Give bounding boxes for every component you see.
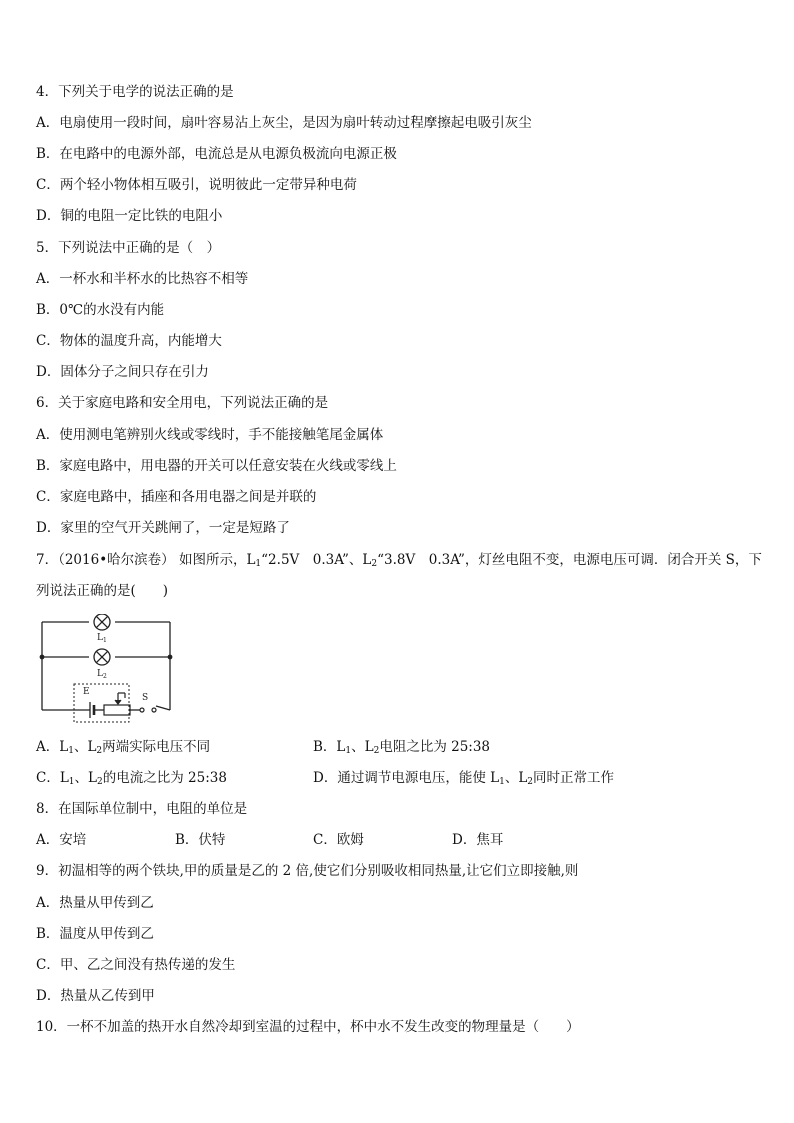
q8-stem: 8．在国际单位制中，电阻的单位是: [36, 801, 248, 817]
q4-option-a: A．电扇使用一段时间，扇叶容易沾上灰尘，是因为扇叶转动过程摩擦起电吸引灰尘: [36, 115, 532, 131]
q7-stem-line1: 7．（2016•哈尔滨卷） 如图所示，$L_1“2.5V$ 0.3A”、$L_2“3.8V$ 0.3A”，灯丝电阻不变，电源电压可调．闭合开关 S，下: [36, 552, 762, 569]
q9-option-b: B．温度从甲传到乙: [36, 926, 154, 942]
circuit-diagram: [32, 614, 182, 726]
q8-option-a: A．安培: [36, 832, 87, 848]
junction-dot: [40, 655, 45, 660]
label-s: S: [142, 693, 149, 703]
q6-option-b: B．家庭电路中，用电器的开关可以任意安装在火线或零线上: [36, 458, 397, 474]
label-e: E: [83, 687, 90, 697]
q8-option-d: D．焦耳: [452, 832, 504, 848]
q5-option-d: D．固体分子之间只存在引力: [36, 364, 209, 380]
battery-icon: [90, 702, 94, 718]
q4-option-d: D．铜的电阻一定比铁的电阻小: [36, 208, 223, 224]
q7-option-b: B．$L_1$、$L_2$电阻之比为 25:38: [313, 739, 491, 756]
q10-stem: 10．一杯不加盖的热开水自然冷却到室温的过程中，杯中水不发生改变的物理量是（ ）: [36, 1019, 580, 1035]
q7-stem-line2: 列说法正确的是( ): [36, 583, 169, 599]
q9-option-a: A．热量从甲传到乙: [36, 895, 154, 911]
q5-stem: 5．下列说法中正确的是（ ）: [36, 240, 221, 256]
rheostat-icon: [104, 693, 130, 715]
q8-option-b: B．伏特: [175, 832, 226, 848]
q7-option-d: D．通过调节电源电压，能使 $L_1$、$L_2$同时正常工作: [313, 770, 615, 787]
switch-icon: [140, 708, 156, 712]
label-l1: $L_1$: [97, 633, 107, 644]
label-l2: $L_2$: [97, 669, 107, 680]
q4-option-c: C．两个轻小物体相互吸引，说明彼此一定带异种电荷: [36, 177, 357, 193]
q5-option-c: C．物体的温度升高，内能增大: [36, 333, 222, 349]
q8-option-c: C．欧姆: [313, 832, 364, 848]
q9-option-d: D．热量从乙传到甲: [36, 988, 155, 1004]
q5-option-b: B．0℃的水没有内能: [36, 302, 165, 318]
q4-option-b: B．在电路中的电源外部，电流总是从电源负极流向电源正极: [36, 146, 397, 162]
lamp-l1-icon: [94, 614, 110, 630]
q6-option-d: D．家里的空气开关跳闸了，一定是短路了: [36, 520, 290, 536]
q7-option-a: A．$L_1$、$L_2$两端实际电压不同: [36, 739, 211, 756]
lamp-l2-icon: [94, 649, 110, 665]
q6-option-c: C．家庭电路中，插座和各用电器之间是并联的: [36, 489, 317, 505]
q9-option-c: C．甲、乙之间没有热传递的发生: [36, 957, 236, 973]
q6-stem: 6．关于家庭电路和安全用电，下列说法正确的是: [36, 395, 329, 411]
q9-stem: 9．初温相等的两个铁块,甲的质量是乙的 2 倍,使它们分别吸收相同热量,让它们立即接触,则: [36, 863, 579, 879]
junction-dot: [168, 655, 173, 660]
q6-option-a: A．使用测电笔辨别火线或零线时，手不能接触笔尾金属体: [36, 427, 384, 443]
q7-option-c: C．$L_1$、$L_2$的电流之比为 25:38: [36, 770, 227, 787]
q5-option-a: A．一杯水和半杯水的比热容不相等: [36, 271, 249, 287]
q4-stem: 4．下列关于电学的说法正确的是: [36, 84, 234, 100]
